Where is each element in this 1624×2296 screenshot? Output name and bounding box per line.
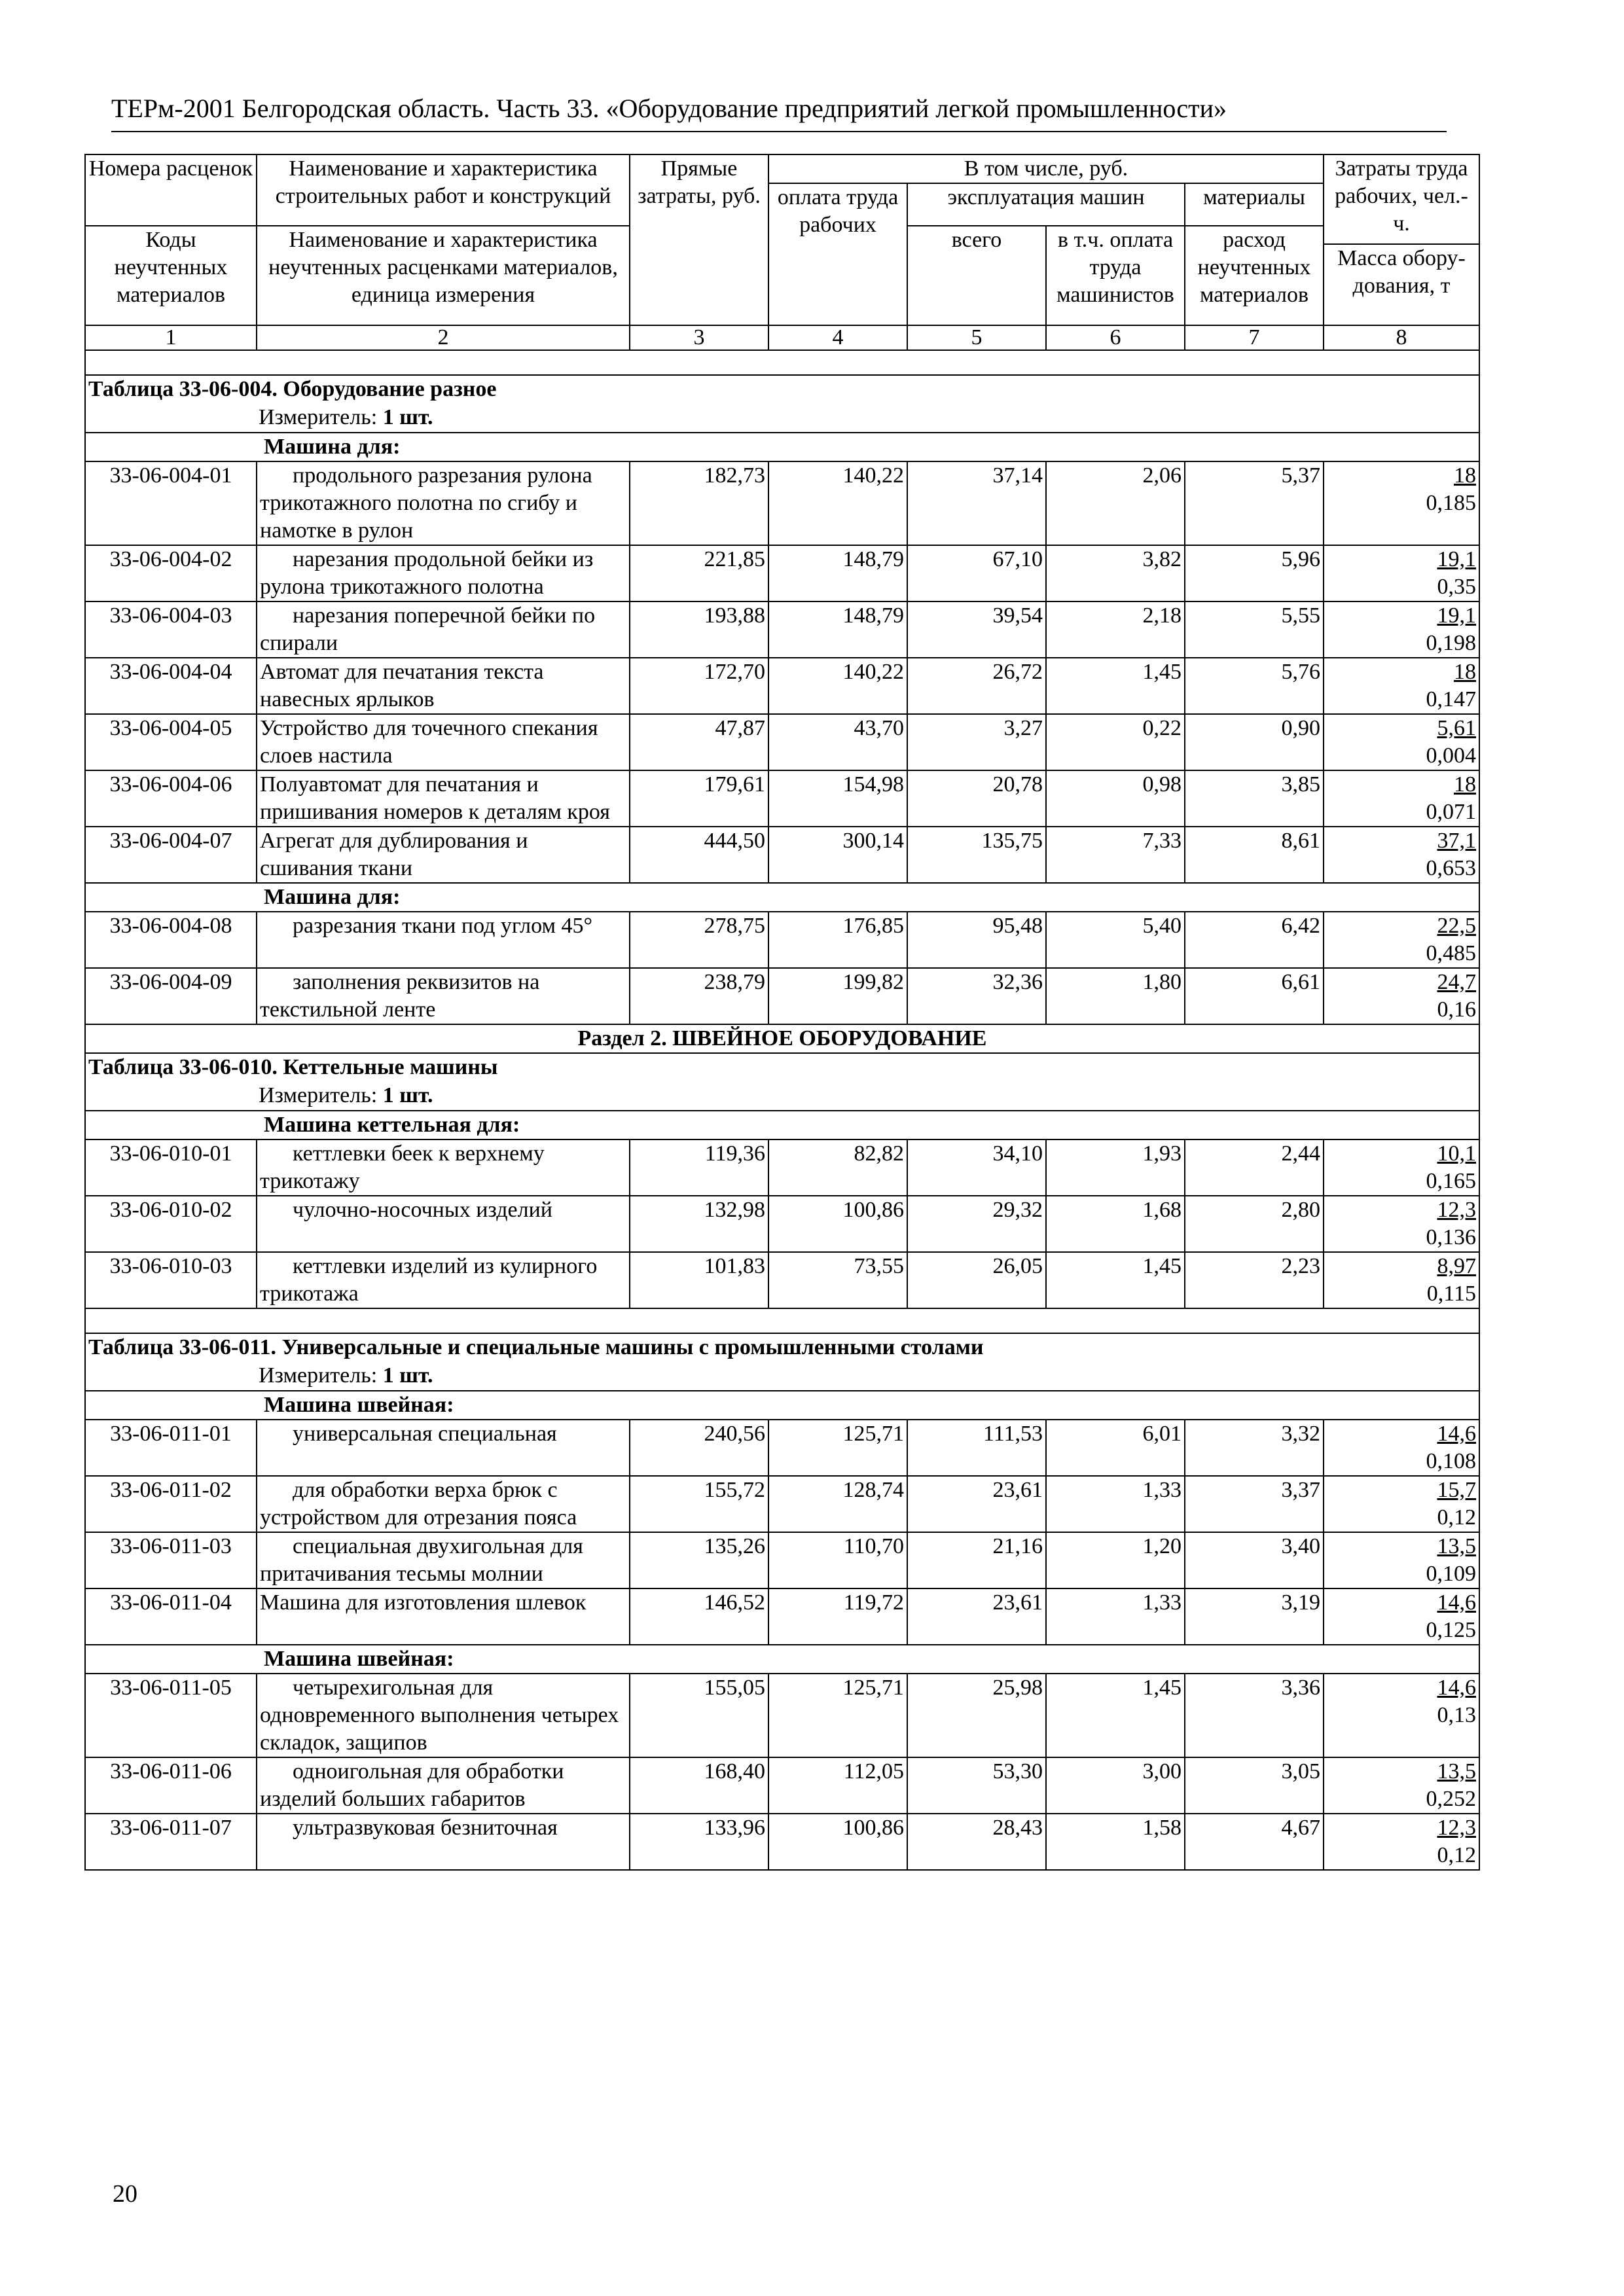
rate-name: чулочно-носочных изделий: [257, 1196, 630, 1252]
table-row: [85, 1196, 1479, 1252]
machines-total: 32,36: [907, 968, 1046, 1024]
labor-pay: 300,14: [768, 827, 907, 883]
machines-total: 111,53: [907, 1420, 1046, 1476]
equipment-mass: 0,136: [1426, 1225, 1476, 1249]
col-labor-pay-header: оплата труда рабочих: [768, 183, 907, 325]
equipment-mass: 0,16: [1437, 997, 1476, 1022]
machines-total: 3,27: [907, 714, 1046, 770]
operators-pay: 1,80: [1046, 968, 1185, 1024]
section-title: Раздел 2. ШВЕЙНОЕ ОБОРУДОВАНИЕ: [85, 1024, 1479, 1053]
group-row: [85, 883, 1479, 912]
col-direct-costs-header: Прямые затраты, руб.: [630, 154, 768, 325]
operators-pay: 3,82: [1046, 545, 1185, 601]
labor-hours: 24,7: [1437, 970, 1476, 994]
labor-hours: 5,61: [1437, 716, 1476, 740]
col-machines-header: эксплуатация машин: [907, 183, 1185, 226]
header-rule: [111, 131, 1447, 132]
equipment-mass: 0,35: [1437, 575, 1476, 599]
operators-pay: 0,98: [1046, 770, 1185, 827]
rate-code: 33-06-004-07: [85, 827, 257, 883]
group-label: Машина кеттельная для:: [85, 1111, 1479, 1139]
rate-name: Полуавтомат для печатания и пришивания номеров к деталям кроя: [257, 770, 630, 827]
table-title: [85, 1333, 1479, 1391]
direct-costs: 155,05: [630, 1674, 768, 1757]
labor-pay: 112,05: [768, 1757, 907, 1814]
rate-code: 33-06-004-02: [85, 545, 257, 601]
materials-cost: 8,61: [1185, 827, 1324, 883]
materials-cost: 3,85: [1185, 770, 1324, 827]
spacer-row: [85, 350, 1479, 375]
table-title: [85, 375, 1479, 433]
table-row: [85, 658, 1479, 714]
column-numbers-row: [85, 325, 1479, 350]
operators-pay: 1,45: [1046, 1252, 1185, 1308]
labor-hours-and-mass: [1324, 1674, 1479, 1757]
rate-code: 33-06-011-02: [85, 1476, 257, 1532]
machines-total: 28,43: [907, 1814, 1046, 1870]
column-number: 6: [1046, 325, 1185, 350]
direct-costs: 182,73: [630, 461, 768, 545]
table-title: [85, 1053, 1479, 1111]
labor-pay: 176,85: [768, 912, 907, 968]
labor-pay: 82,82: [768, 1139, 907, 1196]
equipment-mass: 0,165: [1426, 1169, 1476, 1193]
table-measure: [88, 403, 1476, 432]
rate-name: разрезания ткани под углом 45°: [257, 912, 630, 968]
col-rate-numbers-header: Номера расценок: [85, 154, 257, 226]
machines-total: 29,32: [907, 1196, 1046, 1252]
equipment-mass: 0,198: [1426, 631, 1476, 655]
labor-hours: 19,1: [1437, 547, 1476, 571]
measure-label: Измеритель:: [259, 1083, 378, 1107]
table-title-row: [85, 1333, 1479, 1391]
rate-name: одноигольная для обработки изделий больших габаритов: [257, 1757, 630, 1814]
labor-pay: 140,22: [768, 658, 907, 714]
rate-code: 33-06-010-01: [85, 1139, 257, 1196]
machines-total: 39,54: [907, 601, 1046, 658]
operators-pay: 3,00: [1046, 1757, 1185, 1814]
equipment-mass: 0,485: [1426, 941, 1476, 965]
col-equipment-mass-header: Масса обору-дования, т: [1324, 244, 1479, 326]
table-row: [85, 601, 1479, 658]
materials-cost: 3,36: [1185, 1674, 1324, 1757]
direct-costs: 193,88: [630, 601, 768, 658]
operators-pay: 1,45: [1046, 658, 1185, 714]
col-material-name-header: Наименование и характеристика неучтенных расценками материалов, единица измерения: [257, 226, 630, 325]
rate-name: нарезания поперечной бейки по спирали: [257, 601, 630, 658]
rate-name: кеттлевки беек к верхнему трикотажу: [257, 1139, 630, 1196]
materials-cost: 3,37: [1185, 1476, 1324, 1532]
measure-value: 1 шт.: [382, 1363, 433, 1388]
labor-hours-and-mass: [1324, 1532, 1479, 1588]
labor-pay: 43,70: [768, 714, 907, 770]
materials-cost: 2,44: [1185, 1139, 1324, 1196]
labor-pay: 110,70: [768, 1532, 907, 1588]
rate-name: ультразвуковая безниточная: [257, 1814, 630, 1870]
rate-code: 33-06-010-03: [85, 1252, 257, 1308]
rate-name: Автомат для печатания текста навесных ярлыков: [257, 658, 630, 714]
labor-pay: 148,79: [768, 545, 907, 601]
column-number: 8: [1324, 325, 1479, 350]
column-number: 4: [768, 325, 907, 350]
machines-total: 34,10: [907, 1139, 1046, 1196]
rate-code: 33-06-004-03: [85, 601, 257, 658]
direct-costs: 101,83: [630, 1252, 768, 1308]
labor-pay: 148,79: [768, 601, 907, 658]
operators-pay: 1,58: [1046, 1814, 1185, 1870]
table-row: [85, 968, 1479, 1024]
rate-name: кеттлевки изделий из кулирного трикотажа: [257, 1252, 630, 1308]
labor-hours: 15,7: [1437, 1478, 1476, 1502]
table-row: [85, 1588, 1479, 1645]
rate-name: Машина для изготовления шлевок: [257, 1588, 630, 1645]
table-row: [85, 1674, 1479, 1757]
table-row: [85, 1814, 1479, 1870]
operators-pay: 1,33: [1046, 1588, 1185, 1645]
labor-pay: 100,86: [768, 1196, 907, 1252]
labor-hours-and-mass: [1324, 545, 1479, 601]
equipment-mass: 0,125: [1426, 1618, 1476, 1642]
spacer: [85, 350, 1479, 375]
labor-pay: 154,98: [768, 770, 907, 827]
rate-code: 33-06-010-02: [85, 1196, 257, 1252]
col-operators-pay-header: в т.ч. оплата труда машинистов: [1046, 226, 1185, 325]
col-labor-hours-header: Затраты труда рабочих, чел.-ч.: [1324, 154, 1479, 244]
labor-hours: 12,3: [1437, 1816, 1476, 1840]
materials-cost: 5,76: [1185, 658, 1324, 714]
group-row: [85, 1645, 1479, 1674]
operators-pay: 0,22: [1046, 714, 1185, 770]
direct-costs: 172,70: [630, 658, 768, 714]
rate-name: универсальная специальная: [257, 1420, 630, 1476]
machines-total: 21,16: [907, 1532, 1046, 1588]
direct-costs: 155,72: [630, 1476, 768, 1532]
table-row: [85, 1532, 1479, 1588]
labor-hours-and-mass: [1324, 912, 1479, 968]
direct-costs: 132,98: [630, 1196, 768, 1252]
machines-total: 20,78: [907, 770, 1046, 827]
col-materials-header: материалы: [1185, 183, 1324, 226]
operators-pay: 1,33: [1046, 1476, 1185, 1532]
equipment-mass: 0,004: [1426, 744, 1476, 768]
materials-cost: 3,32: [1185, 1420, 1324, 1476]
table-row: [85, 1420, 1479, 1476]
rate-code: 33-06-011-07: [85, 1814, 257, 1870]
rate-code: 33-06-011-03: [85, 1532, 257, 1588]
materials-cost: 6,42: [1185, 912, 1324, 968]
labor-hours: 19,1: [1437, 603, 1476, 628]
materials-cost: 2,80: [1185, 1196, 1324, 1252]
materials-cost: 2,23: [1185, 1252, 1324, 1308]
operators-pay: 2,18: [1046, 601, 1185, 658]
rate-name: продольного разрезания рулона трикотажного полотна по сгибу и намотке в рулон: [257, 461, 630, 545]
table-row: [85, 1476, 1479, 1532]
equipment-mass: 0,13: [1437, 1703, 1476, 1727]
direct-costs: 119,36: [630, 1139, 768, 1196]
materials-cost: 3,40: [1185, 1532, 1324, 1588]
column-number: 2: [257, 325, 630, 350]
table-title-text: Таблица 33-06-011. Универсальные и специальные машины с промышленными столами: [88, 1335, 984, 1359]
labor-hours: 14,6: [1437, 1676, 1476, 1700]
labor-hours-and-mass: [1324, 827, 1479, 883]
table-row: [85, 1757, 1479, 1814]
direct-costs: 47,87: [630, 714, 768, 770]
labor-hours-and-mass: [1324, 658, 1479, 714]
direct-costs: 444,50: [630, 827, 768, 883]
measure-label: Измеритель:: [259, 405, 378, 429]
labor-hours-and-mass: [1324, 1196, 1479, 1252]
labor-hours: 8,97: [1437, 1254, 1476, 1278]
rate-code: 33-06-004-06: [85, 770, 257, 827]
group-label: Машина швейная:: [85, 1391, 1479, 1420]
table-row: [85, 1252, 1479, 1308]
direct-costs: 135,26: [630, 1532, 768, 1588]
operators-pay: 1,45: [1046, 1674, 1185, 1757]
table-row: [85, 1139, 1479, 1196]
rate-code: 33-06-004-04: [85, 658, 257, 714]
labor-hours-and-mass: [1324, 1757, 1479, 1814]
rate-name: Устройство для точечного спекания слоев настила: [257, 714, 630, 770]
labor-pay: 125,71: [768, 1674, 907, 1757]
operators-pay: 6,01: [1046, 1420, 1185, 1476]
measure-value: 1 шт.: [382, 1083, 433, 1107]
column-number: 5: [907, 325, 1046, 350]
machines-total: 25,98: [907, 1674, 1046, 1757]
materials-cost: 5,37: [1185, 461, 1324, 545]
machines-total: 26,05: [907, 1252, 1046, 1308]
equipment-mass: 0,108: [1426, 1449, 1476, 1473]
labor-hours: 13,5: [1437, 1534, 1476, 1558]
machines-total: 37,14: [907, 461, 1046, 545]
labor-hours-and-mass: [1324, 1476, 1479, 1532]
labor-hours-and-mass: [1324, 601, 1479, 658]
col-machines-total-header: всего: [907, 226, 1046, 325]
machines-total: 26,72: [907, 658, 1046, 714]
rate-name: специальная двухигольная для притачивания тесьмы молнии: [257, 1532, 630, 1588]
operators-pay: 5,40: [1046, 912, 1185, 968]
table-row: [85, 461, 1479, 545]
labor-hours-and-mass: [1324, 968, 1479, 1024]
direct-costs: 179,61: [630, 770, 768, 827]
page-header: ТЕРм-2001 Белгородская область. Часть 33. «Оборудование предприятий легкой промышленности»: [111, 94, 1227, 123]
machines-total: 53,30: [907, 1757, 1046, 1814]
rate-code: 33-06-004-09: [85, 968, 257, 1024]
direct-costs: 146,52: [630, 1588, 768, 1645]
rate-code: 33-06-011-05: [85, 1674, 257, 1757]
equipment-mass: 0,12: [1437, 1843, 1476, 1867]
labor-hours-and-mass: [1324, 1252, 1479, 1308]
materials-cost: 4,67: [1185, 1814, 1324, 1870]
labor-hours: 10,1: [1437, 1141, 1476, 1166]
group-row: [85, 1391, 1479, 1420]
labor-pay: 199,82: [768, 968, 907, 1024]
table-title-text: Таблица 33-06-010. Кеттельные машины: [88, 1055, 498, 1079]
rate-name: заполнения реквизитов на текстильной ленте: [257, 968, 630, 1024]
rate-code: 33-06-011-01: [85, 1420, 257, 1476]
labor-hours-and-mass: [1324, 770, 1479, 827]
equipment-mass: 0,071: [1426, 800, 1476, 824]
operators-pay: 1,68: [1046, 1196, 1185, 1252]
equipment-mass: 0,653: [1426, 856, 1476, 880]
labor-hours: 18: [1454, 772, 1476, 797]
spacer: [85, 1308, 1479, 1333]
labor-hours: 12,3: [1437, 1198, 1476, 1222]
materials-cost: 3,05: [1185, 1757, 1324, 1814]
rates-table: [84, 154, 1480, 1871]
materials-cost: 5,96: [1185, 545, 1324, 601]
group-label: Машина швейная:: [85, 1645, 1479, 1674]
spacer-row: [85, 1308, 1479, 1333]
page-number: 20: [113, 2180, 137, 2208]
labor-pay: 119,72: [768, 1588, 907, 1645]
materials-cost: 5,55: [1185, 601, 1324, 658]
labor-hours: 22,5: [1437, 914, 1476, 938]
materials-cost: 6,61: [1185, 968, 1324, 1024]
labor-hours: 13,5: [1437, 1759, 1476, 1784]
direct-costs: 240,56: [630, 1420, 768, 1476]
direct-costs: 278,75: [630, 912, 768, 968]
col-including-header: В том числе, руб.: [768, 154, 1324, 183]
labor-hours-and-mass: [1324, 1814, 1479, 1870]
rate-code: 33-06-004-08: [85, 912, 257, 968]
labor-hours: 18: [1454, 660, 1476, 684]
table-row: [85, 770, 1479, 827]
header-row-1: [85, 154, 1479, 183]
labor-hours-and-mass: [1324, 714, 1479, 770]
table-row: [85, 545, 1479, 601]
direct-costs: 168,40: [630, 1757, 768, 1814]
machines-total: 23,61: [907, 1476, 1046, 1532]
machines-total: 95,48: [907, 912, 1046, 968]
rate-code: 33-06-011-04: [85, 1588, 257, 1645]
labor-pay: 128,74: [768, 1476, 907, 1532]
col-work-name-header: Наименование и характеристика строительных работ и конструкций: [257, 154, 630, 226]
table-measure: [88, 1081, 1476, 1110]
machines-total: 23,61: [907, 1588, 1046, 1645]
equipment-mass: 0,12: [1437, 1505, 1476, 1530]
operators-pay: 1,20: [1046, 1532, 1185, 1588]
labor-pay: 73,55: [768, 1252, 907, 1308]
column-number: 1: [85, 325, 257, 350]
equipment-mass: 0,115: [1426, 1282, 1476, 1306]
measure-label: Измеритель:: [259, 1363, 378, 1388]
labor-pay: 100,86: [768, 1814, 907, 1870]
equipment-mass: 0,147: [1426, 687, 1476, 711]
col-materials-usage-header: расход неучтенных материалов: [1185, 226, 1324, 325]
table-title-row: [85, 375, 1479, 433]
operators-pay: 7,33: [1046, 827, 1185, 883]
labor-hours: 14,6: [1437, 1422, 1476, 1446]
rate-code: 33-06-004-05: [85, 714, 257, 770]
table-row: [85, 912, 1479, 968]
group-row: [85, 1111, 1479, 1139]
equipment-mass: 0,109: [1426, 1562, 1476, 1586]
group-label: Машина для:: [85, 883, 1479, 912]
rate-code: 33-06-004-01: [85, 461, 257, 545]
direct-costs: 238,79: [630, 968, 768, 1024]
measure-value: 1 шт.: [382, 405, 433, 429]
labor-hours-and-mass: [1324, 461, 1479, 545]
table-measure: [88, 1361, 1476, 1390]
labor-hours: 18: [1454, 463, 1476, 488]
table-row: [85, 827, 1479, 883]
section-row: [85, 1024, 1479, 1053]
rate-name: нарезания продольной бейки из рулона трикотажного полотна: [257, 545, 630, 601]
labor-hours-and-mass: [1324, 1420, 1479, 1476]
labor-hours-and-mass: [1324, 1588, 1479, 1645]
materials-cost: 0,90: [1185, 714, 1324, 770]
rate-name: Агрегат для дублирования и сшивания ткани: [257, 827, 630, 883]
labor-pay: 125,71: [768, 1420, 907, 1476]
group-row: [85, 433, 1479, 461]
rate-code: 33-06-011-06: [85, 1757, 257, 1814]
machines-total: 67,10: [907, 545, 1046, 601]
column-number: 3: [630, 325, 768, 350]
direct-costs: 221,85: [630, 545, 768, 601]
rate-name: четырехигольная для одновременного выполнения четырех складок, защипов: [257, 1674, 630, 1757]
table-row: [85, 714, 1479, 770]
equipment-mass: 0,252: [1426, 1787, 1476, 1811]
labor-hours: 14,6: [1437, 1590, 1476, 1615]
col-material-codes-header: Коды неучтенных материалов: [85, 226, 257, 325]
operators-pay: 2,06: [1046, 461, 1185, 545]
rate-name: для обработки верха брюк с устройством для отрезания пояса: [257, 1476, 630, 1532]
machines-total: 135,75: [907, 827, 1046, 883]
labor-hours-and-mass: [1324, 1139, 1479, 1196]
column-number: 7: [1185, 325, 1324, 350]
labor-pay: 140,22: [768, 461, 907, 545]
direct-costs: 133,96: [630, 1814, 768, 1870]
materials-cost: 3,19: [1185, 1588, 1324, 1645]
table-title-text: Таблица 33-06-004. Оборудование разное: [88, 377, 497, 401]
equipment-mass: 0,185: [1426, 491, 1476, 515]
operators-pay: 1,93: [1046, 1139, 1185, 1196]
group-label: Машина для:: [85, 433, 1479, 461]
table-title-row: [85, 1053, 1479, 1111]
labor-hours: 37,1: [1437, 829, 1476, 853]
